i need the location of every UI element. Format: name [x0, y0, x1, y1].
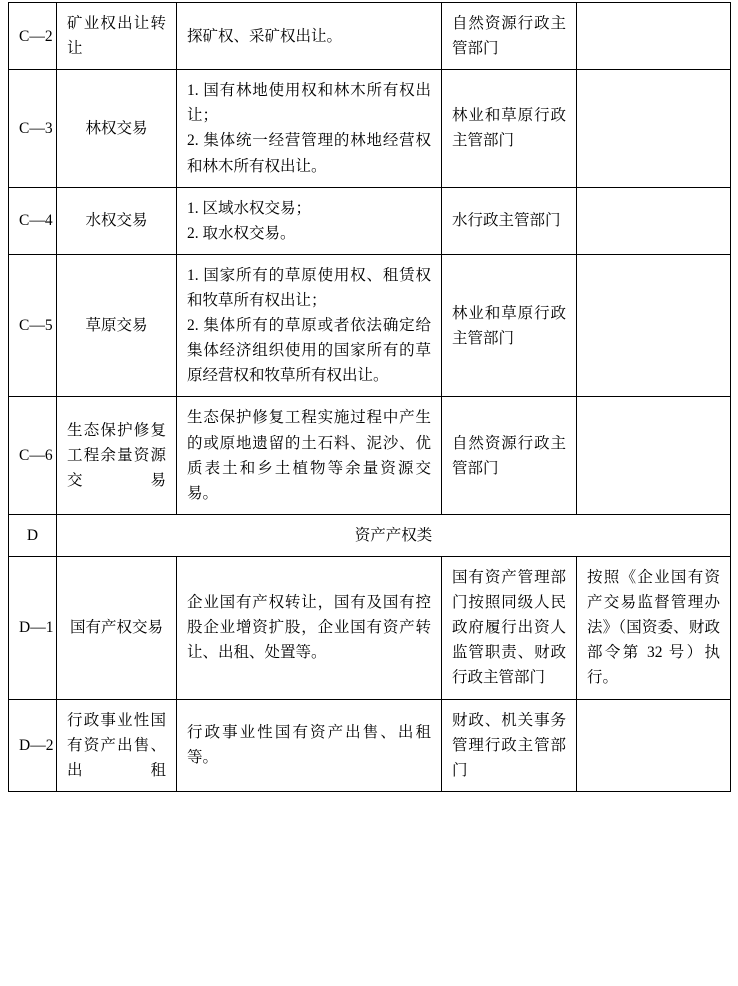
row-department: 水行政主管部门: [442, 187, 577, 254]
row-name: 生态保护修复工程余量资源交易: [57, 397, 177, 514]
table-row: [9, 556, 731, 699]
desc-line: 2. 集体所有的草原或者依法确定给集体经济组织使用的国家所有的草原经营权和牧草所有权出让。: [187, 317, 431, 385]
category-title: 资产产权类: [57, 514, 731, 556]
row-department: 财政、机关事务管理行政主管部门: [442, 699, 577, 791]
desc-line: 1. 国家所有的草原使用权、租赁权和牧草所有权出让；: [187, 266, 431, 309]
row-name: 林权交易: [57, 70, 177, 187]
catalog-table: [8, 2, 731, 792]
row-department: 国有资产管理部门按照同级人民政府履行出资人监管职责、财政行政主管部门: [442, 556, 577, 699]
row-note: [577, 187, 731, 254]
row-description: [177, 699, 442, 791]
row-code: D: [9, 514, 57, 556]
row-code: D—1: [9, 556, 57, 699]
row-description: [177, 397, 442, 514]
row-note: [577, 699, 731, 791]
row-description: [177, 70, 442, 187]
desc-line: 生态保护修复工程实施过程中产生的或原地遗留的土石料、泥沙、优质表土和乡土植物等余量资源交易。: [187, 409, 431, 502]
table-body: [9, 3, 731, 792]
row-code: C—3: [9, 70, 57, 187]
row-name: 行政事业性国有资产出售、出租: [57, 699, 177, 791]
row-code: C—4: [9, 187, 57, 254]
row-code: D—2: [9, 699, 57, 791]
row-note: [577, 397, 731, 514]
desc-line: 1. 国有林地使用权和林木所有权出让；: [187, 82, 431, 125]
table-row: [9, 254, 731, 397]
row-department: 自然资源行政主管部门: [442, 397, 577, 514]
row-description: [177, 187, 442, 254]
row-description: [177, 556, 442, 699]
table-row: [9, 3, 731, 70]
table-row: [9, 397, 731, 514]
desc-line: 行政事业性国有资产出售、出租等。: [187, 724, 431, 767]
row-code: C—6: [9, 397, 57, 514]
desc-line: 企业国有产权转让，国有及国有控股企业增资扩股，企业国有资产转让、出租、处置等。: [187, 594, 431, 662]
row-name: 国有产权交易: [57, 556, 177, 699]
row-department: 林业和草原行政主管部门: [442, 70, 577, 187]
row-note: [577, 70, 731, 187]
table-row: [9, 187, 731, 254]
desc-line: 2. 集体统一经营管理的林地经营权和林木所有权出让。: [187, 132, 431, 175]
table-row: [9, 70, 731, 187]
row-name: 草原交易: [57, 254, 177, 397]
row-name: 水权交易: [57, 187, 177, 254]
row-name: 矿业权出让转让: [57, 3, 177, 70]
table-row: [9, 699, 731, 791]
row-department: 自然资源行政主管部门: [442, 3, 577, 70]
row-code: C—5: [9, 254, 57, 397]
row-note: 按照《企业国有资产交易监督管理办法》（国资委、财政部令第 32 号）执行。: [577, 556, 731, 699]
row-note: [577, 254, 731, 397]
desc-line: 2. 取水权交易。: [187, 224, 296, 242]
row-description: [177, 254, 442, 397]
row-description: [177, 3, 442, 70]
row-department: 林业和草原行政主管部门: [442, 254, 577, 397]
row-note: [577, 3, 731, 70]
row-code: C—2: [9, 3, 57, 70]
desc-line: 1. 区域水权交易；: [187, 199, 312, 217]
desc-line: 探矿权、采矿权出让。: [187, 27, 343, 45]
table-row-category: [9, 514, 731, 556]
